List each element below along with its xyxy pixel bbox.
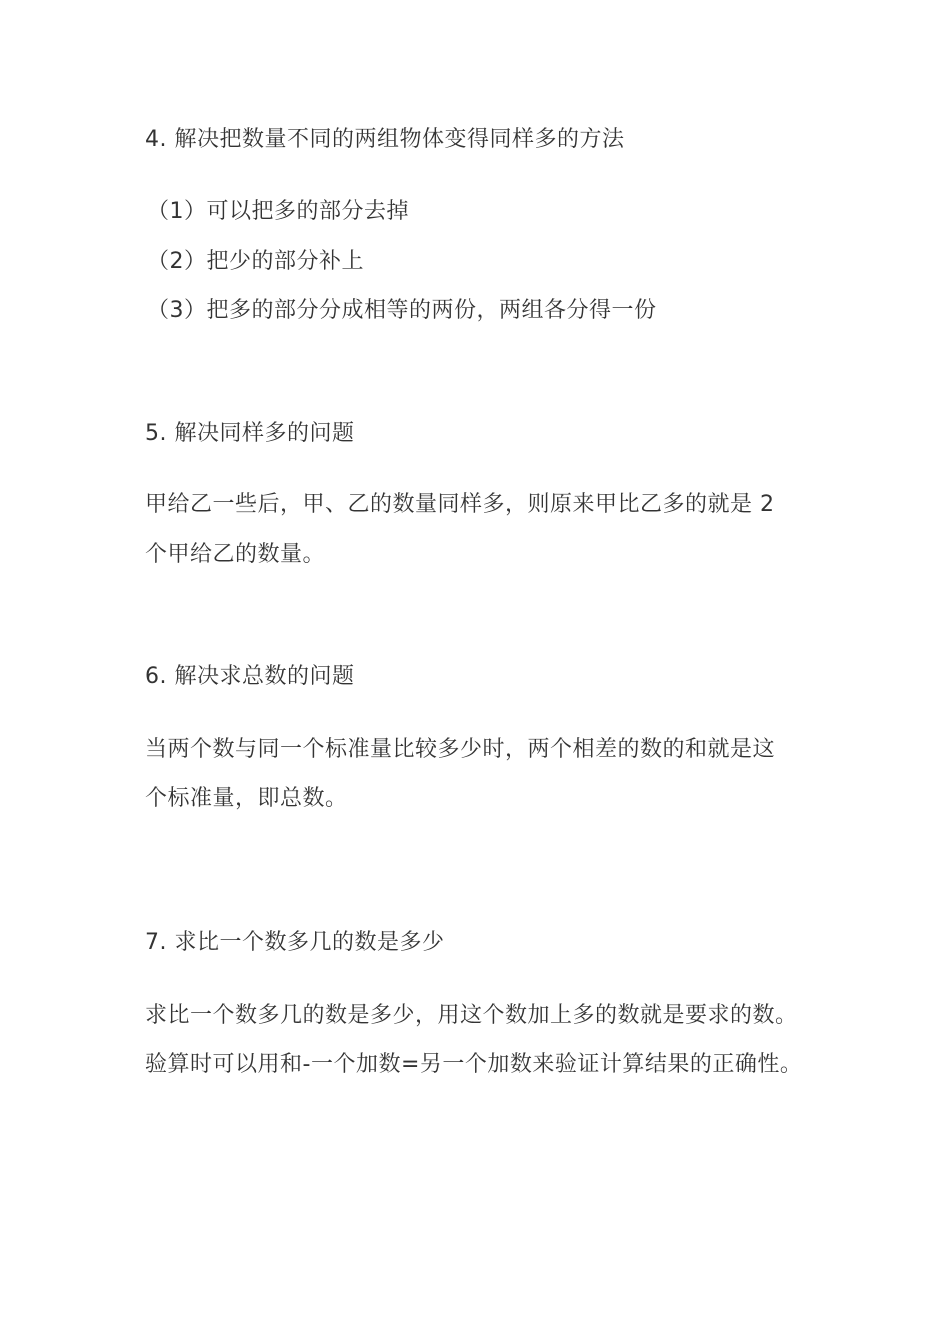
section-6-body-line-1: 当两个数与同一个标准量比较多少时，两个相差的数的和就是这 <box>145 737 776 762</box>
section-5-heading: 5. 解决同样多的问题 <box>145 421 355 446</box>
section-4-heading: 4. 解决把数量不同的两组物体变得同样多的方法 <box>145 127 625 152</box>
section-5-body-line-2: 个甲给乙的数量。 <box>145 542 326 567</box>
section-7-body-line-2: 验算时可以用和-一个加数=另一个加数来验证计算结果的正确性。 <box>145 1052 803 1077</box>
section-7-heading: 7. 求比一个数多几的数是多少 <box>145 930 445 955</box>
section-4-item-2: （2）把少的部分补上 <box>147 249 364 274</box>
section-5-body-line-1: 甲给乙一些后，甲、乙的数量同样多，则原来甲比乙多的就是 2 <box>145 492 775 517</box>
section-7-body-line-1: 求比一个数多几的数是多少，用这个数加上多的数就是要求的数。 <box>145 1003 798 1028</box>
section-6-body-line-2: 个标准量，即总数。 <box>145 786 348 811</box>
section-6-heading: 6. 解决求总数的问题 <box>145 664 355 689</box>
section-4-item-3: （3）把多的部分分成相等的两份，两组各分得一份 <box>147 298 657 323</box>
section-4-item-1: （1）可以把多的部分去掉 <box>147 199 409 224</box>
